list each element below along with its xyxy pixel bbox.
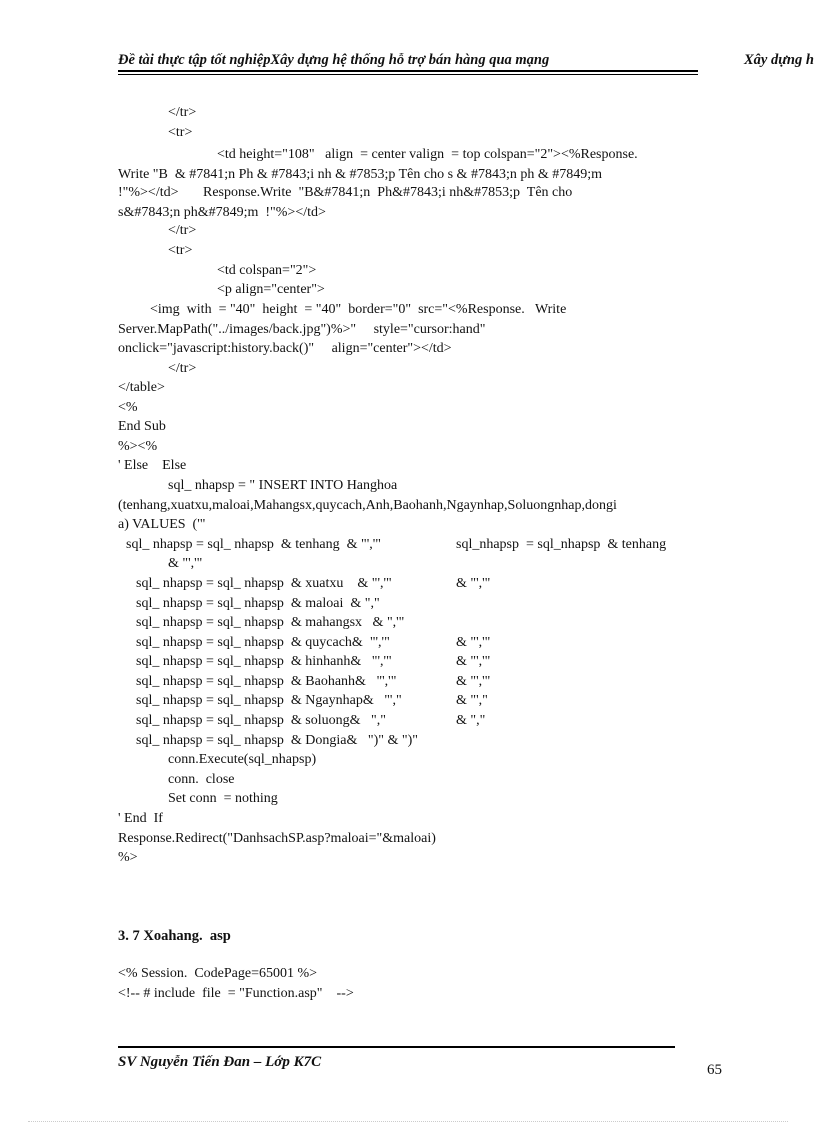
code-line: sql_ nhapsp = sql_ nhapsp & hinhanh& "','" (136, 654, 392, 669)
code-line: Set conn = nothing (168, 791, 278, 806)
code-line: conn. close (168, 772, 235, 787)
code-line: sql_ nhapsp = sql_ nhapsp & maloai & "," (136, 596, 380, 611)
code-line: (tenhang,xuatxu,maloai,Mahangsx,quycach,Anh,Baohanh,Ngaynhap,Soluongnhap,dongi (118, 498, 617, 513)
code-line: <p align="center"> (217, 282, 325, 297)
code-line: & "','" (456, 654, 491, 669)
header-title: Đề tài thực tập tốt nghiệpXây dựng hệ thống hỗ trợ bán hàng qua mạng (118, 52, 550, 68)
code-line: <td height="108" align = center valign = top colspan="2"><%Response. (217, 147, 638, 162)
code-line: s&#7843;n ph&#7849;m !"%></td> (118, 205, 326, 220)
code-line: <% Session. CodePage=65001 %> (118, 966, 318, 981)
code-line: & "," (456, 713, 486, 728)
code-line: </tr> (168, 105, 197, 120)
section-heading: 3. 7 Xoahang. asp (118, 928, 231, 944)
code-line: & "','" (456, 674, 491, 689)
code-line: Server.MapPath("../images/back.jpg")%>" style="cursor:hand" (118, 322, 486, 337)
code-line: sql_ nhapsp = " INSERT INTO Hanghoa (168, 478, 398, 493)
code-line: sql_ nhapsp = sql_ nhapsp & xuatxu & "','" (136, 576, 392, 591)
code-line: ' End If (118, 811, 163, 826)
code-line: Response.Redirect("DanhsachSP.asp?maloai="&maloai) (118, 831, 436, 846)
code-line: <tr> (168, 125, 193, 140)
code-line: sql_ nhapsp = sql_ nhapsp & mahangsx & ",'" (136, 615, 405, 630)
code-line: conn.Execute(sql_nhapsp) (168, 752, 317, 767)
code-line: </tr> (168, 361, 197, 376)
code-line: End Sub (118, 419, 166, 434)
code-line: ' Else Else (118, 458, 187, 473)
page-number: 65 (707, 1062, 722, 1078)
footer-rule (118, 1046, 675, 1048)
code-line: <td colspan="2"> (217, 263, 317, 278)
code-line: & "','" (168, 556, 203, 571)
code-line: <% (118, 400, 138, 415)
footer-author: SV Nguyễn Tiến Đan – Lớp K7C (118, 1054, 322, 1070)
code-line: onclick="javascript:history.back()" align="center"></td> (118, 341, 452, 356)
code-line: sql_ nhapsp = sql_ nhapsp & tenhang & "','" (126, 537, 381, 552)
code-line: !"%></td> Response.Write "B&#7841;n Ph&#7843;i nh&#7853;p Tên cho (118, 185, 573, 200)
code-line: & "','" (456, 576, 491, 591)
code-line: & "','" (456, 635, 491, 650)
code-line: <!-- # include file = "Function.asp" --> (118, 986, 354, 1001)
code-line: a) VALUES ('" (118, 517, 206, 532)
code-line: sql_ nhapsp = sql_ nhapsp & Dongia& ")" & ")" (136, 733, 418, 748)
code-line: sql_ nhapsp = sql_ nhapsp & soluong& "," (136, 713, 386, 728)
code-line: </table> (118, 380, 165, 395)
code-line: sql_nhapsp = sql_nhapsp & tenhang (456, 537, 667, 552)
code-line: sql_ nhapsp = sql_ nhapsp & quycach& "','" (136, 635, 390, 650)
code-line: sql_ nhapsp = sql_ nhapsp & Baohanh& "','" (136, 674, 397, 689)
code-line: %><% (118, 439, 158, 454)
code-line: & "'," (456, 693, 488, 708)
code-line: %> (118, 850, 138, 865)
code-line: </tr> (168, 223, 197, 238)
header-title-right: Xây dựng h (744, 52, 814, 68)
code-line: <tr> (168, 243, 193, 258)
page-bottom-edge (28, 1121, 788, 1122)
code-line: <img with = "40" height = "40" border="0" src="<%Response. Write (150, 302, 567, 317)
code-line: sql_ nhapsp = sql_ nhapsp & Ngaynhap& "'," (136, 693, 402, 708)
code-line: Write "B & #7841;n Ph & #7843;i nh & #7853;p Tên cho s & #7843;n ph & #7849;m (118, 167, 602, 182)
